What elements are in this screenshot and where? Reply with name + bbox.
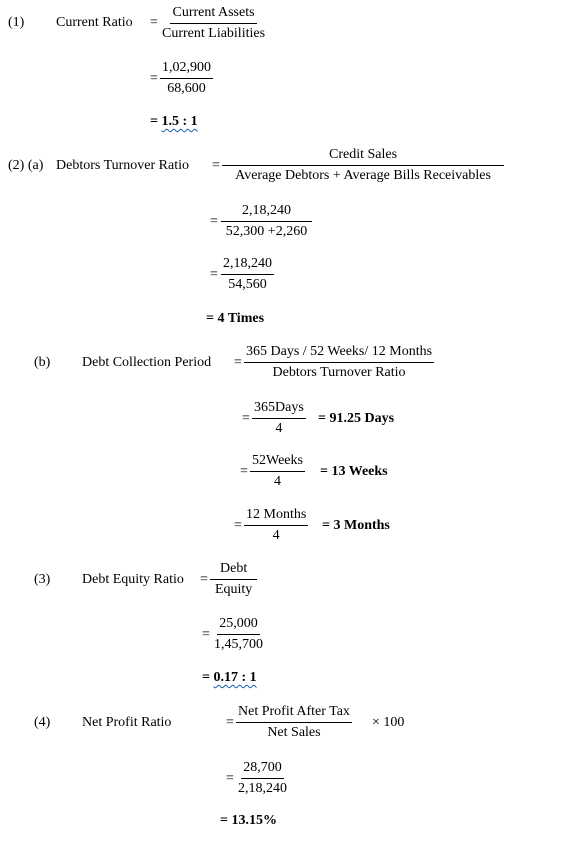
numerator: 365Days [252, 399, 306, 419]
numerator: 52Weeks [250, 452, 305, 472]
formula-fraction [244, 343, 434, 382]
formula-fraction [236, 703, 352, 742]
equals-sign: = [234, 518, 242, 533]
equals-sign: = [200, 572, 208, 587]
result-prefix: = [202, 670, 214, 685]
equals-sign: = [240, 464, 248, 479]
formula-fraction [160, 4, 267, 43]
formula-fraction [210, 560, 257, 599]
numerator: 365 Days / 52 Weeks/ 12 Months [244, 343, 434, 363]
numerator: Credit Sales [222, 146, 504, 166]
equals-sign: = [210, 214, 218, 229]
value-fraction [212, 615, 265, 654]
ratio-title: Current Ratio [56, 15, 133, 30]
denominator: 52,300 +2,260 [225, 224, 308, 239]
equals-sign: = [212, 158, 220, 173]
denominator: Equity [214, 582, 253, 597]
equals-sign: = [234, 355, 242, 370]
multiplier: × 100 [372, 715, 405, 730]
denominator: Average Debtors + Average Bills Receivables [235, 168, 491, 183]
numerator: Net Profit After Tax [236, 703, 352, 723]
denominator: 4 [275, 421, 283, 436]
result: = 91.25 Days [318, 411, 395, 426]
denominator: Current Liabilities [162, 26, 266, 41]
equals-sign: = [202, 627, 210, 642]
result: = 13.15% [220, 813, 277, 828]
value-fraction [250, 452, 305, 491]
equals-sign: = [242, 411, 250, 426]
numerator: 2,18,240 [221, 202, 312, 222]
equals-sign: = [150, 71, 158, 86]
result-value: 0.17 : 1 [213, 670, 257, 685]
value-fraction [221, 255, 274, 294]
numerator: 2,18,240 [221, 255, 274, 275]
denominator: 4 [272, 528, 280, 543]
denominator: Debtors Turnover Ratio [272, 365, 406, 380]
formula-fraction [222, 146, 504, 185]
ratio-title: Debtors Turnover Ratio [56, 158, 189, 173]
denominator: 4 [273, 474, 281, 489]
denominator: Net Sales [267, 725, 321, 740]
item-number: (4) [34, 715, 51, 730]
item-number: (2) (a) [8, 158, 44, 173]
equals-sign: = [210, 267, 218, 282]
numerator: 1,02,900 [160, 59, 213, 79]
result-value: 1.5 : 1 [161, 114, 198, 129]
equals-sign: = [150, 15, 158, 30]
ratio-title: Debt Collection Period [82, 355, 212, 370]
value-fraction [160, 59, 213, 98]
equals-sign: = [226, 715, 234, 730]
item-number: (3) [34, 572, 51, 587]
ratio-title: Debt Equity Ratio [82, 572, 184, 587]
numerator: 12 Months [244, 506, 308, 526]
numerator: 25,000 [217, 615, 260, 635]
result: = 3 Months [322, 518, 390, 533]
result: = 4 Times [206, 311, 265, 326]
result [150, 113, 198, 131]
denominator: 1,45,700 [214, 637, 263, 652]
denominator: 54,560 [228, 277, 267, 292]
ratio-title: Net Profit Ratio [82, 715, 172, 730]
result [202, 669, 257, 687]
numerator: Debt [210, 560, 257, 580]
value-fraction [236, 759, 289, 798]
item-number: (1) [8, 15, 25, 30]
numerator: Current Assets [170, 4, 256, 24]
value-fraction [252, 399, 306, 438]
value-fraction [244, 506, 308, 545]
numerator: 28,700 [241, 759, 284, 779]
denominator: 68,600 [167, 81, 206, 96]
result: = 13 Weeks [320, 464, 388, 479]
item-number: (b) [34, 355, 51, 370]
denominator: 2,18,240 [238, 781, 287, 796]
value-fraction [221, 202, 312, 241]
equals-sign: = [226, 771, 234, 786]
result-prefix: = [150, 114, 162, 129]
